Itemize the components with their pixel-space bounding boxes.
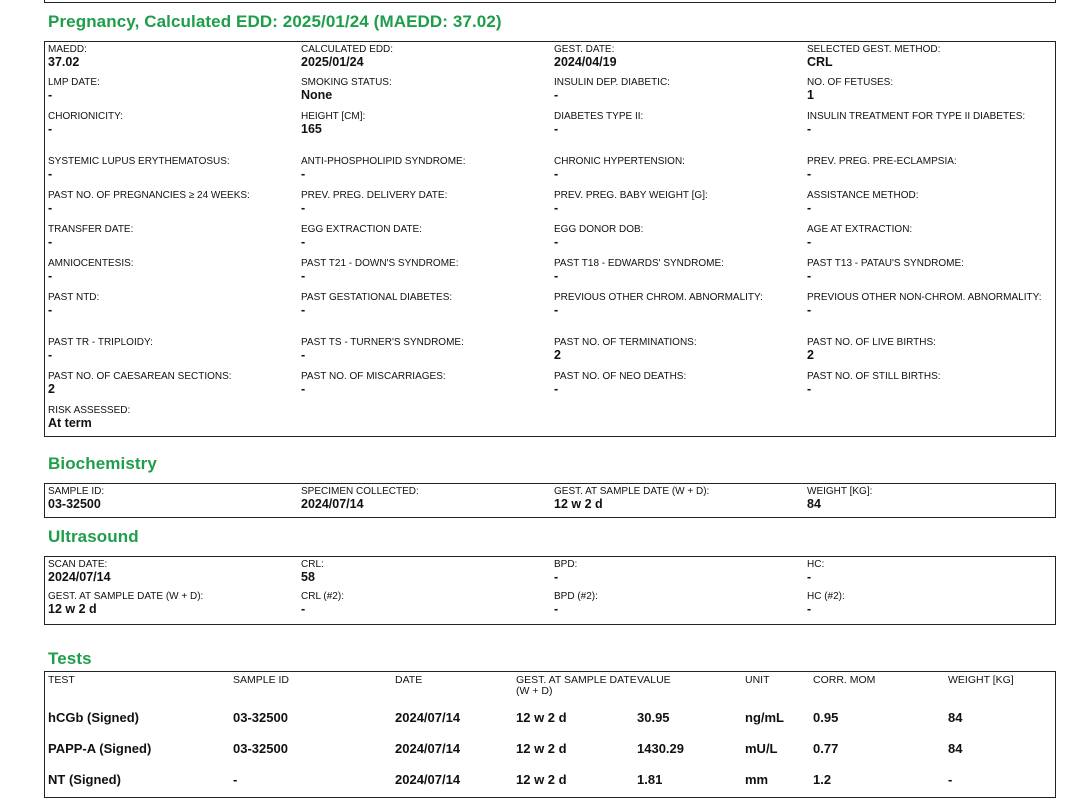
field-past-no-of-pregnancies-24-weeks (45, 190, 298, 224)
field-label: TRANSFER DATE: (48, 224, 134, 235)
field-label: EGG EXTRACTION DATE: (301, 224, 422, 235)
field-label: WEIGHT [KG]: (807, 486, 873, 497)
table-cell: 12 w 2 d (516, 741, 567, 756)
field-label: PAST T13 - PATAU'S SYNDROME: (807, 258, 964, 269)
field-label: PAST NO. OF TERMINATIONS: (554, 337, 697, 348)
field-label: SAMPLE ID: (48, 486, 105, 497)
table-cell: 2024/07/14 (395, 772, 461, 787)
field-label: PAST TS - TURNER'S SYNDROME: (301, 337, 464, 348)
field-smoking-status (298, 77, 551, 111)
field-value: 58 (301, 570, 315, 584)
table-cell: mm (745, 772, 769, 787)
field-crl (298, 559, 551, 591)
field-specimen-collected (298, 486, 551, 516)
field-calculated-edd (298, 44, 551, 77)
table-cell: 84 (948, 741, 963, 756)
field-value: - (48, 201, 53, 215)
field-label: PREV. PREG. BABY WEIGHT [G]: (554, 190, 708, 201)
field-past-gestational-diabetes (298, 292, 551, 337)
field-label: PAST NTD: (48, 292, 100, 303)
table-cell: 2024/07/14 (395, 741, 461, 756)
table-cell: 30.95 (637, 710, 670, 725)
field-gest-at-sample-date-w-d (551, 486, 804, 516)
table-row (45, 733, 1055, 764)
field-prev-preg-pre-eclampsia (804, 156, 1057, 190)
field-label: PAST T21 - DOWN'S SYNDROME: (301, 258, 459, 269)
field-value: 165 (301, 122, 322, 136)
field-previous-other-non-chrom-abnormality (804, 292, 1057, 337)
field-label: GEST. AT SAMPLE DATE (W + D): (48, 591, 204, 602)
field-previous-other-chrom-abnormality (551, 292, 804, 337)
field-past-no-of-caesarean-sections (45, 371, 298, 405)
field-label: PREVIOUS OTHER NON-CHROM. ABNORMALITY: (807, 292, 1042, 303)
table-cell: hCGb (Signed) (48, 710, 139, 725)
field-value: - (48, 88, 53, 102)
field-value: - (807, 382, 812, 396)
field-prev-preg-baby-weight-g (551, 190, 804, 224)
field-label: PREV. PREG. PRE-ECLAMPSIA: (807, 156, 957, 167)
table-cell: 1430.29 (637, 741, 684, 756)
field-value: 2 (807, 348, 814, 362)
field-assistance-method (804, 190, 1057, 224)
biochemistry-title: Biochemistry (48, 454, 157, 473)
field-prev-preg-delivery-date (298, 190, 551, 224)
field-past-tr-triploidy (45, 337, 298, 371)
table-row (45, 764, 1055, 795)
field-value: - (554, 570, 559, 584)
column-header-value: VALUE (637, 674, 671, 686)
table-cell: 1.81 (637, 772, 663, 787)
field-label: SELECTED GEST. METHOD: (807, 44, 941, 55)
field-value: - (301, 167, 306, 181)
field-value: - (807, 602, 812, 616)
field-egg-extraction-date (298, 224, 551, 258)
column-header-test: TEST (48, 674, 75, 686)
field-value: - (48, 269, 53, 283)
field-label: HEIGHT [CM]: (301, 111, 366, 122)
field-label: ANTI-PHOSPHOLIPID SYNDROME: (301, 156, 466, 167)
field-gest-at-sample-date-w-d (45, 591, 298, 623)
field-label: CHORIONICITY: (48, 111, 124, 122)
field-past-no-of-neo-deaths (551, 371, 804, 405)
field-sample-id (45, 486, 298, 516)
field-value: - (554, 167, 559, 181)
column-header-weight-kg: WEIGHT [KG] (948, 674, 1014, 686)
previous-section-border (44, 0, 1056, 3)
field-gest-date (551, 44, 804, 77)
field-value: - (48, 348, 53, 362)
table-row (45, 702, 1055, 733)
field-age-at-extraction (804, 224, 1057, 258)
field-value: 37.02 (48, 55, 80, 69)
field-value: - (807, 122, 812, 136)
field-value: - (48, 303, 53, 317)
field-label: SYSTEMIC LUPUS ERYTHEMATOSUS: (48, 156, 230, 167)
tests-title: Tests (48, 649, 92, 668)
tests-header-row (45, 672, 1055, 702)
empty-cell (298, 405, 551, 439)
field-anti-phospholipid-syndrome (298, 156, 551, 190)
table-cell: 03-32500 (233, 741, 288, 756)
field-value: - (301, 348, 306, 362)
field-value: - (554, 382, 559, 396)
field-label: PREVIOUS OTHER CHROM. ABNORMALITY: (554, 292, 763, 303)
table-cell: PAPP-A (Signed) (48, 741, 152, 756)
field-value: 03-32500 (48, 497, 101, 511)
field-label: SCAN DATE: (48, 559, 108, 570)
field-value: - (48, 235, 53, 249)
table-cell: 84 (948, 710, 963, 725)
field-value: None (301, 88, 333, 102)
field-diabetes-type-ii (551, 111, 804, 156)
field-label: PAST NO. OF CAESAREAN SECTIONS: (48, 371, 232, 382)
table-cell: 1.2 (813, 772, 832, 787)
field-value: - (807, 303, 812, 317)
field-label: BPD: (554, 559, 578, 570)
field-maedd (45, 44, 298, 77)
pregnancy-title: Pregnancy, Calculated EDD: 2025/01/24 (MAEDD: 37.02) (48, 12, 502, 31)
tests-body (45, 702, 1055, 795)
table-cell: ng/mL (745, 710, 784, 725)
field-past-no-of-live-births (804, 337, 1057, 371)
field-past-no-of-terminations (551, 337, 804, 371)
field-label: EGG DONOR DOB: (554, 224, 644, 235)
field-value: - (807, 269, 812, 283)
field-label: PAST NO. OF STILL BIRTHS: (807, 371, 941, 382)
field-label: AGE AT EXTRACTION: (807, 224, 913, 235)
field-value: 1 (807, 88, 814, 102)
field-value: - (554, 201, 559, 215)
field-label: CHRONIC HYPERTENSION: (554, 156, 685, 167)
field-value: 2 (48, 382, 55, 396)
field-past-t18-edwards-syndrome (551, 258, 804, 292)
field-label: HC (#2): (807, 591, 845, 602)
ultrasound-fields-grid (45, 557, 1055, 623)
field-label: NO. OF FETUSES: (807, 77, 894, 88)
field-label: CALCULATED EDD: (301, 44, 394, 55)
biochemistry-box (44, 483, 1056, 518)
field-label: LMP DATE: (48, 77, 100, 88)
table-cell: 0.77 (813, 741, 839, 756)
field-value: - (301, 235, 306, 249)
field-value: - (807, 570, 812, 584)
table-cell: 0.95 (813, 710, 839, 725)
field-label: AMNIOCENTESIS: (48, 258, 134, 269)
column-header-unit: UNIT (745, 674, 770, 686)
field-value: 2 (554, 348, 561, 362)
field-crl-2 (298, 591, 551, 623)
field-past-t21-down-s-syndrome (298, 258, 551, 292)
field-value: CRL (807, 55, 833, 69)
field-scan-date (45, 559, 298, 591)
field-transfer-date (45, 224, 298, 258)
column-header-gest-at-sample-date-w-d: GEST. AT SAMPLE DATE (W + D) (516, 674, 637, 697)
table-cell: - (233, 772, 238, 787)
ultrasound-box (44, 556, 1056, 625)
empty-cell (551, 405, 804, 439)
field-label: PAST T18 - EDWARDS' SYNDROME: (554, 258, 724, 269)
field-value: - (554, 269, 559, 283)
field-label: SPECIMEN COLLECTED: (301, 486, 419, 497)
biochemistry-fields-grid (45, 484, 1055, 516)
field-value: 2025/01/24 (301, 55, 364, 69)
field-label: PAST TR - TRIPLOIDY: (48, 337, 153, 348)
field-value: - (554, 122, 559, 136)
field-label: PAST NO. OF LIVE BIRTHS: (807, 337, 936, 348)
field-risk-assessed (45, 405, 298, 439)
field-past-ntd (45, 292, 298, 337)
field-value: At term (48, 416, 92, 430)
field-label: GEST. DATE: (554, 44, 615, 55)
field-past-no-of-miscarriages (298, 371, 551, 405)
field-label: PREV. PREG. DELIVERY DATE: (301, 190, 448, 201)
field-hc (804, 559, 1057, 591)
table-cell: - (948, 772, 953, 787)
table-cell: mU/L (745, 741, 778, 756)
table-cell: NT (Signed) (48, 772, 121, 787)
field-label: CRL: (301, 559, 324, 570)
table-cell: 2024/07/14 (395, 710, 461, 725)
field-weight-kg (804, 486, 1057, 516)
field-no-of-fetuses (804, 77, 1057, 111)
empty-cell (804, 405, 1057, 439)
field-value: - (301, 201, 306, 215)
field-height-cm (298, 111, 551, 156)
tests-table (44, 671, 1056, 798)
field-label: PAST NO. OF MISCARRIAGES: (301, 371, 446, 382)
field-value: - (554, 602, 559, 616)
field-label: ASSISTANCE METHOD: (807, 190, 919, 201)
field-label: SMOKING STATUS: (301, 77, 392, 88)
field-value: 2024/04/19 (554, 55, 617, 69)
field-label: GEST. AT SAMPLE DATE (W + D): (554, 486, 710, 497)
field-value: - (301, 303, 306, 317)
field-label: HC: (807, 559, 825, 570)
field-lmp-date (45, 77, 298, 111)
field-value: 12 w 2 d (554, 497, 603, 511)
field-value: - (301, 382, 306, 396)
field-value: - (554, 303, 559, 317)
table-cell: 03-32500 (233, 710, 288, 725)
table-cell: 12 w 2 d (516, 772, 567, 787)
ultrasound-title: Ultrasound (48, 527, 139, 546)
field-amniocentesis (45, 258, 298, 292)
field-value: 2024/07/14 (48, 570, 111, 584)
field-label: PAST NO. OF NEO DEATHS: (554, 371, 687, 382)
column-header-date: DATE (395, 674, 423, 686)
field-hc-2 (804, 591, 1057, 623)
field-label: MAEDD: (48, 44, 87, 55)
field-label: INSULIN TREATMENT FOR TYPE II DIABETES: (807, 111, 1026, 122)
field-insulin-treatment-for-type-ii-diabetes (804, 111, 1057, 156)
field-value: - (807, 167, 812, 181)
field-chorionicity (45, 111, 298, 156)
field-label: PAST GESTATIONAL DIABETES: (301, 292, 453, 303)
field-value: - (554, 88, 559, 102)
field-bpd (551, 559, 804, 591)
field-label: BPD (#2): (554, 591, 598, 602)
field-selected-gest-method (804, 44, 1057, 77)
field-egg-donor-dob (551, 224, 804, 258)
pregnancy-fields-grid (45, 42, 1055, 439)
field-value: - (807, 201, 812, 215)
field-chronic-hypertension (551, 156, 804, 190)
table-cell: 12 w 2 d (516, 710, 567, 725)
field-label: RISK ASSESSED: (48, 405, 131, 416)
pregnancy-details-box (44, 41, 1056, 437)
field-value: - (301, 602, 306, 616)
field-past-t13-patau-s-syndrome (804, 258, 1057, 292)
column-header-sample-id: SAMPLE ID (233, 674, 290, 686)
field-label: PAST NO. OF PREGNANCIES ≥ 24 WEEKS: (48, 190, 250, 201)
field-bpd-2 (551, 591, 804, 623)
field-past-ts-turner-s-syndrome (298, 337, 551, 371)
field-value: 2024/07/14 (301, 497, 364, 511)
column-header-corr-mom: CORR. MOM (813, 674, 876, 686)
field-value: - (807, 235, 812, 249)
field-label: DIABETES TYPE II: (554, 111, 644, 122)
field-insulin-dep-diabetic (551, 77, 804, 111)
field-label: INSULIN DEP. DIABETIC: (554, 77, 670, 88)
field-value: - (301, 269, 306, 283)
field-past-no-of-still-births (804, 371, 1057, 405)
field-systemic-lupus-erythematosus (45, 156, 298, 190)
field-value: - (554, 235, 559, 249)
field-value: - (48, 122, 53, 136)
field-value: - (48, 167, 53, 181)
field-label: CRL (#2): (301, 591, 344, 602)
field-value: 12 w 2 d (48, 602, 97, 616)
field-value: 84 (807, 497, 821, 511)
